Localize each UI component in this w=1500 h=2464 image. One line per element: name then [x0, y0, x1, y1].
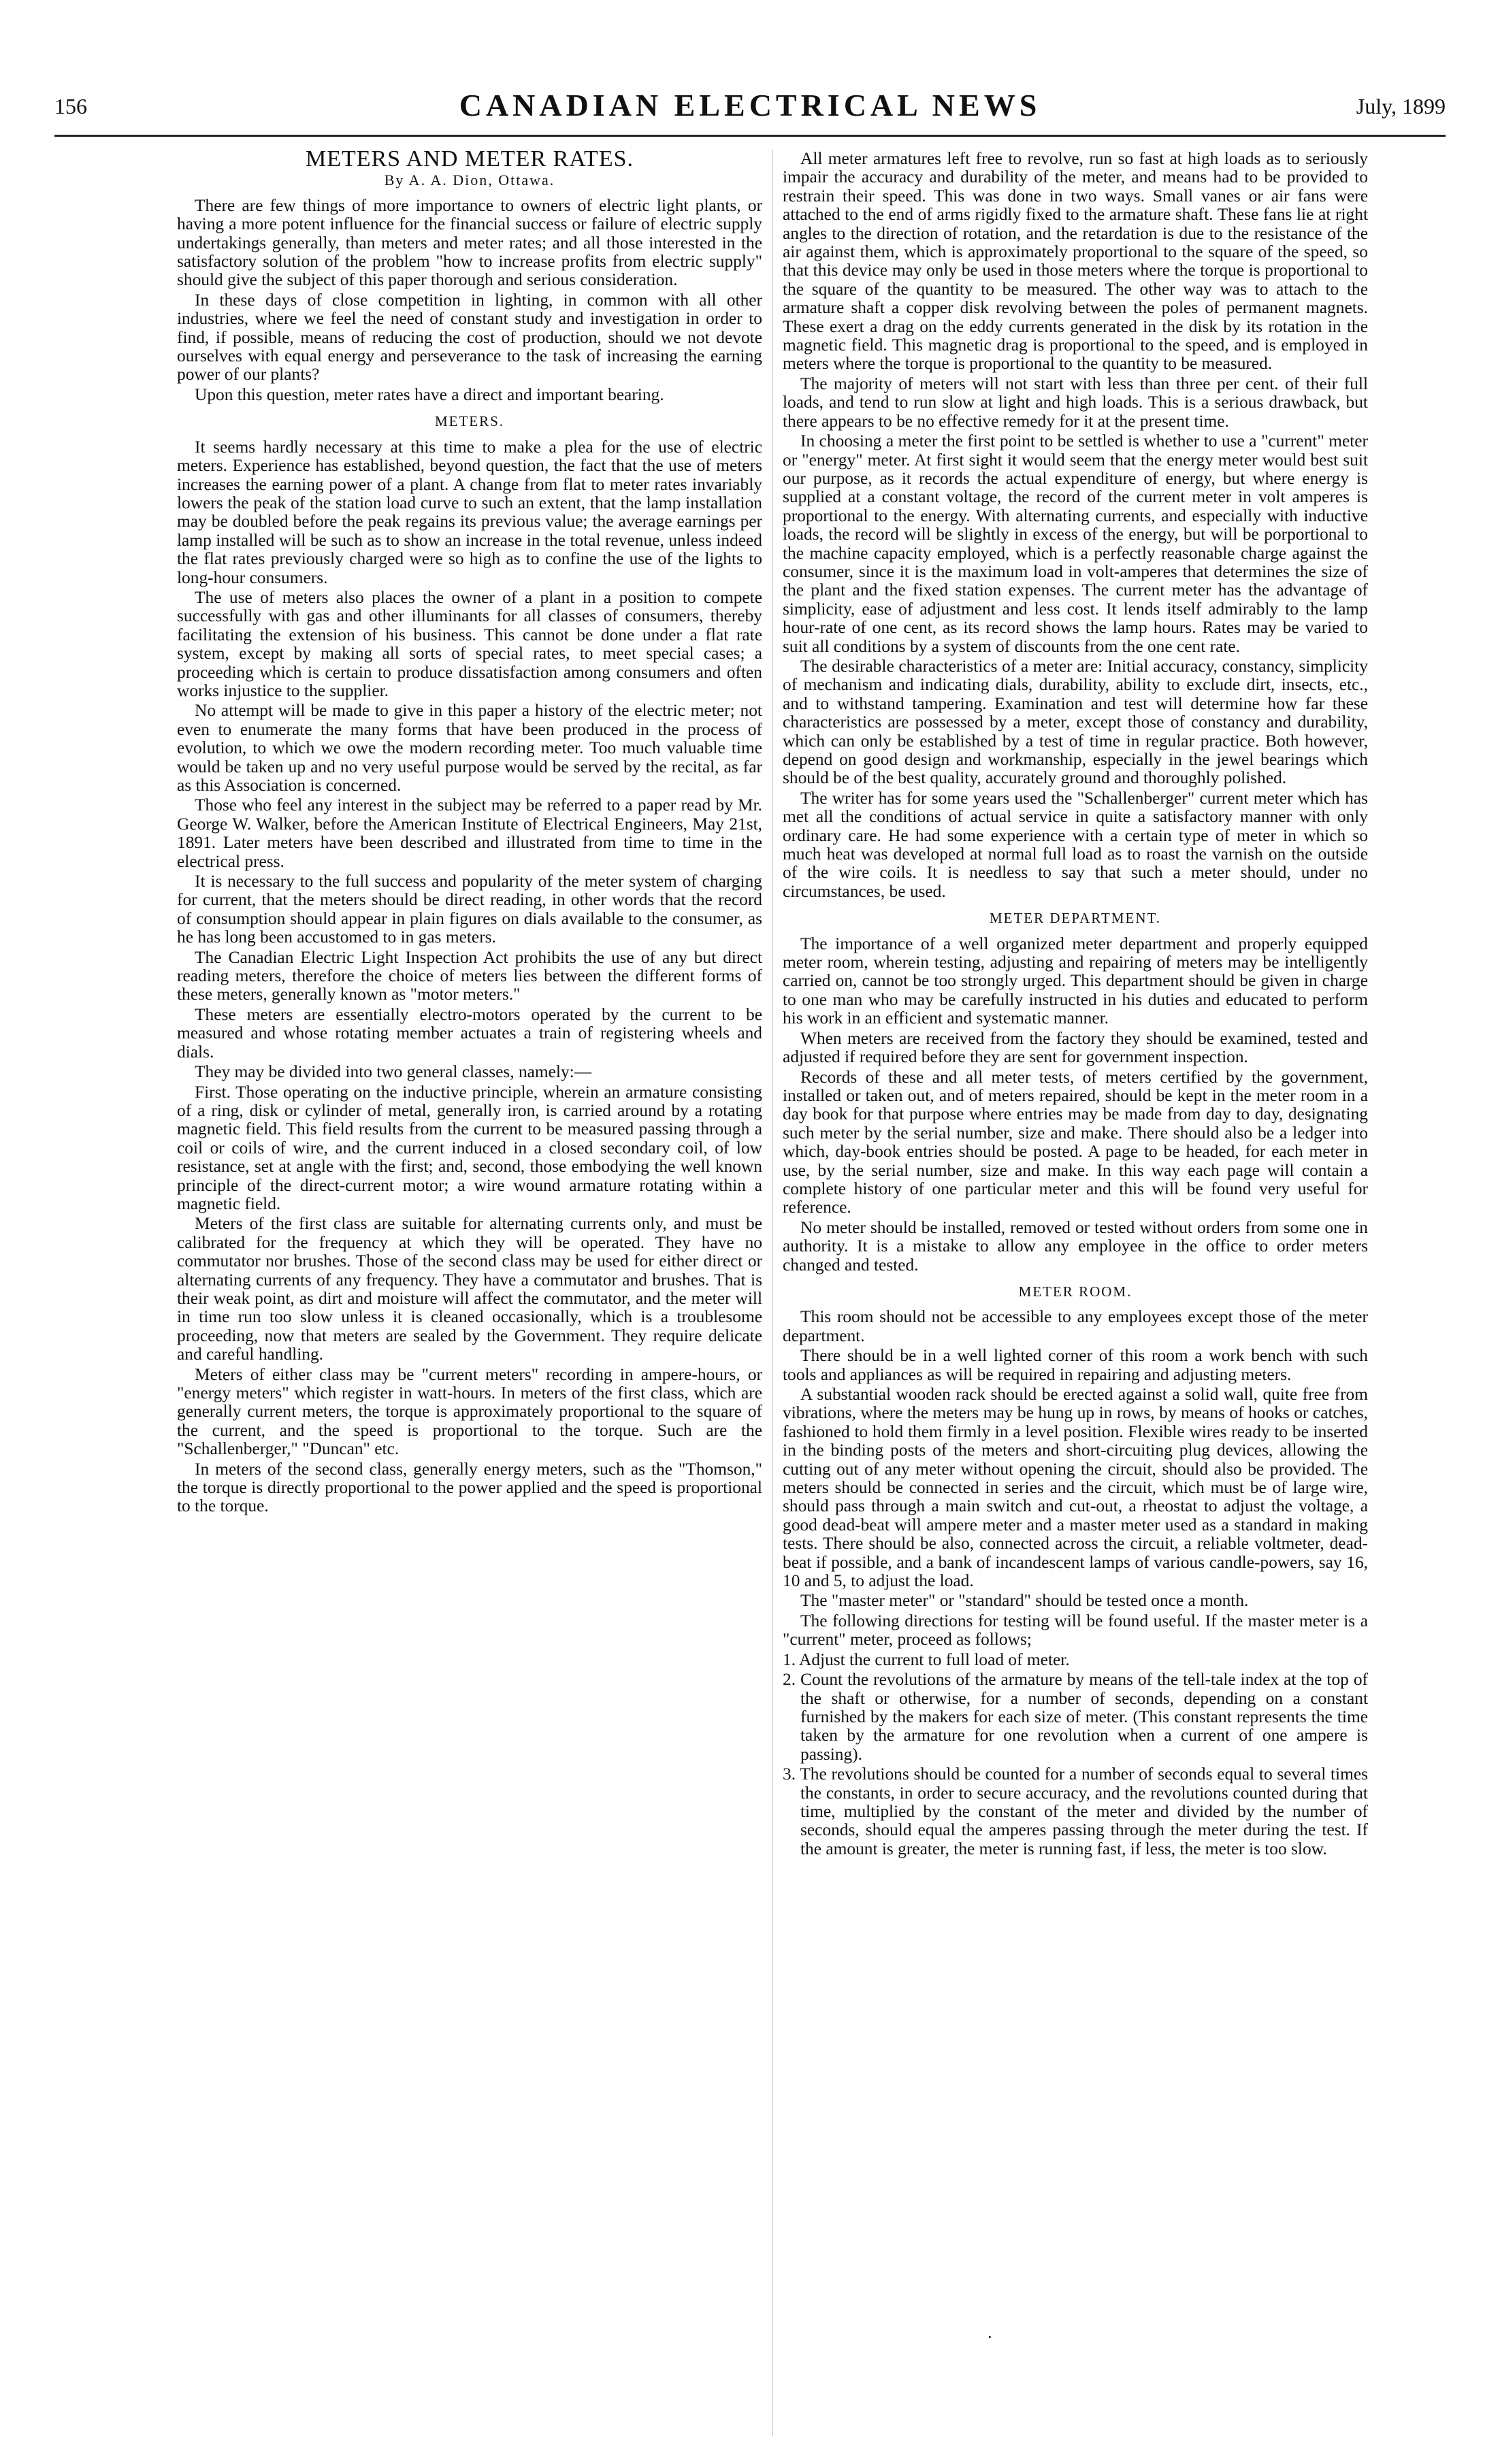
- paragraph: The Canadian Electric Light Inspection Act prohibits the use of any but direct reading meters, therefore the choice of meters lies between the different forms of these meters, generally known as "motor meters.": [177, 947, 762, 1004]
- paragraph: There are few things of more importance to owners of electric light plants, or having a more potent influence for the financial success or failure of electric supply undertakings generally, than meters and meter rates; and all those interested in the satisfactory solution of the problem "how to increase profits from electric supply" should give the subject of this paper thorough and serious consideration.: [177, 195, 762, 290]
- section-heading-meter-room: METER ROOM.: [1018, 1283, 1132, 1300]
- paragraph: This room should not be accessible to any employees except those of the meter department.: [783, 1307, 1368, 1345]
- paragraph: In these days of close competition in lighting, in common with all other industries, where we feel the need of constant study and investigation in order to find, if possible, means of reducing the cost of production, should we not devote ourselves with equal energy and perseverance to the task of increasing the earning power of our plants?: [177, 290, 762, 384]
- section-heading-meters: METERS.: [434, 413, 505, 430]
- paragraph: The use of meters also places the owner of a plant in a position to compete successfully with gas and other illuminants for all classes of consumers, thereby facilitating the extension of his business. This cannot be done under a flat rate system, except by making all sorts of special rates, to meet special cases; a proceeding which is certain to produce dissatisfaction among consumers and often works injustice to the supplier.: [177, 587, 762, 700]
- paragraph: Meters of the first class are suitable for alternating currents only, and must be calibrated for the frequency at which they will be operated. They have no commutator nor brushes. Those of the second class may be used for either direct or alternating currents of any frequency. They have a commutator and brushes. That is their weak point, as dirt and moisture will affect the commutator, and the meter will in time run too slow unless it is cleaned occasionally, which is a troublesome proceeding, now that meters are sealed by the Government. They require delicate and careful handling.: [177, 1214, 762, 1364]
- meters-paragraphs: [177, 438, 762, 1516]
- issue-date: July, 1899: [1356, 94, 1446, 118]
- paragraph: A substantial wooden rack should be erected against a solid wall, quite free from vibrations, where the meters may be hung up in rows, by means of hooks or catches, fashioned to hold them firmly in a level position. Flexible wires ready to be inserted in the binding posts of the meters and short-circuiting plug devices, allowing the cutting out of any meter without opening the circuit, should also be provided. The meters should be connected in series and the circuit, which must be of large wire, should pass through a main switch and cut-out, a rheostat to adjust the voltage, a good dead-beat will ampere meter and a master meter used as a standard in making tests. There should be also, connected across the circuit, a reliable voltmeter, dead-beat if possible, and a bank of incandescent lamps of various candle-powers, say 16, 10 and 5, to adjust the load.: [783, 1385, 1368, 1591]
- paragraph: Meters of either class may be "current meters" recording in ampere-hours, or "energy meters" which register in watt-hours. In meters of the first class, which are generally current meters, the torque is approximately proportional to the square of the current, and the speed is proportional to the torque. Such are the "Schallenberger," "Duncan" etc.: [177, 1364, 762, 1459]
- paragraph: It seems hardly necessary at this time to make a plea for the use of electric meters. Experience has established, beyond question, the fact that the use of meters increases the earning power of a plant. A change from flat to meter rates invariably lowers the peak of the station load curve to such an extent, that the lamp installation may be doubled before the peak regains its previous value; the average earnings per lamp installed will be such as to show an increase in the total revenue, unless indeed the flat rates previously charged were so high as to confine the use of the lights to long-hour consumers.: [177, 437, 762, 587]
- list-item: 1. Adjust the current to full load of meter.: [783, 1649, 1070, 1669]
- paragraph: No attempt will be made to give in this paper a history of the electric meter; not even to enumerate the many forms that have been produced in the process of evolution, to which we owe the modern recording meter. Too much valuable time would be taken up and no very useful purpose would be served by the recital, as far as this Association is concerned.: [177, 701, 762, 795]
- paragraph: They may be divided into two general classes, namely:—: [195, 1062, 592, 1082]
- paragraph: The majority of meters will not start with less than three per cent. of their full loads, and tend to run slow at light and high loads. This is a serious drawback, but there appears to be no effective remedy for it at the present time.: [783, 374, 1368, 431]
- paragraph: The "master meter" or "standard" should be tested once a month.: [800, 1591, 1249, 1611]
- paragraph: Records of these and all meter tests, of meters certified by the government, installed or taken out, and of meters repaired, should be kept in the meter room in a day book for that purpose where entries may be made from day to day, designating such meter by the serial number, size and make. There should also be a ledger into which, day-book entries should be posted. A page to be headed, for each meter in use, by the serial number, size and make. In this way each page will contain a complete history of one particular meter and this will be found very useful for reference.: [783, 1067, 1368, 1217]
- paragraph: These meters are essentially electro-motors operated by the current to be measured and whose rotating member actuates a train of registering wheels and dials.: [177, 1004, 762, 1062]
- intro-paragraphs: [177, 197, 762, 404]
- meter-room-paragraphs: [783, 1308, 1368, 1649]
- list-item: 3. The revolutions should be counted for a number of seconds equal to several times the constants, in order to secure accuracy, and the revolutions counted during that time, multiplied by the constant of the meter and divided by the number of seconds, should equal the amperes passing through the meter during the test. If the amount is greater, the meter is running fast, if less, the meter is too slow.: [783, 1764, 1368, 1858]
- article-byline: By A. A. Dion, Ottawa.: [384, 171, 555, 189]
- paragraph: It is necessary to the full success and popularity of the meter system of charging for current, that the meters should be direct reading, in other words that the record of consumption should appear in plain figures on dials available to the consumer, as he has long been accustomed to in gas meters.: [177, 872, 762, 947]
- paragraph: When meters are received from the factory they should be examined, tested and adjusted if required before they are sent for government inspection.: [783, 1028, 1368, 1067]
- paragraph: Upon this question, meter rates have a direct and important bearing.: [195, 384, 664, 404]
- printer-dot: ·: [987, 2327, 993, 2347]
- paragraph: The desirable characteristics of a meter are: Initial accuracy, constancy, simplicity of mechanism and indicating dials, durability, ability to exclude dirt, insects, etc., and to withstand tampering. Examination and test will determine how far these characteristics are possessed by a meter, except those of constancy and durability, which can only be established by a test of time in regular practice. Both however, depend on good design and workmanship, especially in the jewel bearings which should be of the best quality, accurately ground and thoroughly polished.: [783, 656, 1368, 788]
- list-item: 2. Count the revolutions of the armature by means of the tell-tale index at the top of the shaft or otherwise, for a number of seconds, depending on a constant furnished by the makers for each size of meter. (This constant represents the time taken by the armature for one revolution when a current of one ampere is passing).: [783, 1670, 1368, 1764]
- header-rule: [54, 135, 1446, 137]
- test-steps-list: [783, 1651, 1368, 1858]
- meter-department-paragraphs: [783, 935, 1368, 1275]
- article-title: METERS AND METER RATES.: [305, 150, 634, 171]
- paragraph: First. Those operating on the inductive principle, wherein an armature consisting of a ring, disk or cylinder of metal, generally iron, is carried around by a rotating magnetic field. This field results from the current to be measured passing through a coil or coils of wire, and the current induced in a closed secondary coil, of low resistance, set at angle with the first; and, second, those embodying the well known principle of the direct-current motor; a wire wound armature rotating within a magnetic field.: [177, 1082, 762, 1213]
- paragraph: Those who feel any interest in the subject may be referred to a paper read by Mr. George W. Walker, before the American Institute of Electrical Engineers, May 21st, 1891. Later meters have been described and illustrated from time to time in the electrical press.: [177, 795, 762, 871]
- meters-paragraphs-continued: [783, 150, 1368, 901]
- paragraph: No meter should be installed, removed or tested without orders from some one in authority. It is a mistake to allow any employee in the office to order meters changed and tested.: [783, 1217, 1368, 1275]
- column-divider: [772, 150, 773, 2436]
- column-right: [783, 150, 1368, 2450]
- paragraph: The following directions for testing will be found useful. If the master meter is a "current" meter, proceed as follows;: [783, 1611, 1368, 1649]
- paragraph: All meter armatures left free to revolve, run so fast at high loads as to seriously impair the accuracy and durability of the meter, and means had to be provided to restrain their speed. This was done in two ways. Small vanes or air fans were attached to the end of arms rigidly fixed to the armature shaft. These fans lie at right angles to the direction of rotation, and the retardation is due to the resistance of the air against them, which is approximately proportional to the square of the speed, so that this device may only be used in those meters where the torque is proportional to the square of the quantity to be measured. The other way was to attach to the armature shaft a copper disk revolving between the poles of permanent magnets. These exert a drag on the eddy currents generated in the disk by its rotation in the magnetic field. This magnetic drag is proportional to the speed, and is employed in meters where the torque is proportional to the quantity to be measured.: [783, 150, 1368, 374]
- masthead: CANADIAN ELECTRICAL NEWS: [459, 88, 1041, 122]
- page-header: [54, 87, 1446, 131]
- paragraph: There should be in a well lighted corner of this room a work bench with such tools and appliances as will be required in repairing and adjusting meters.: [783, 1346, 1368, 1384]
- page-number: 156: [54, 94, 87, 118]
- paragraph: The importance of a well organized meter department and properly equipped meter room, wherein testing, adjusting and repairing of meters may be intelligently carried on, cannot be too strongly urged. This department should be given in charge to one man who may be carefully instructed in his duties and educated to perform his work in an efficient and systematic manner.: [783, 934, 1368, 1028]
- section-heading-meter-department: METER DEPARTMENT.: [989, 910, 1162, 927]
- paragraph: The writer has for some years used the "Schallenberger" current meter which has met all the conditions of actual service in quite a satisfactory manner with only ordinary care. He had some experience with a certain type of meter in which so much heat was developed at normal full load as to roast the varnish on the outside of the wire coils. It is needless to say that such a meter should, under no circumstances, be used.: [783, 788, 1368, 901]
- column-left: [177, 150, 762, 2450]
- paragraph: In choosing a meter the first point to be settled is whether to use a "current" meter or "energy" meter. At first sight it would seem that the energy meter would best suit our purpose, as it records the actual expenditure of energy, but where energy is supplied at a constant voltage, the record of the current meter in volt amperes is proportional to the energy. With alternating currents, and especially with inductive loads, the record will be slightly in excess of the energy, but will be porportional to the machine capacity employed, which is a perfectly reasonable charge against the consumer, since it is the maximum load in volt-amperes that determines the size of the plant and the fixed station expenses. The current meter has the advantage of simplicity, ease of adjustment and less cost. It lends itself admirably to the lamp hour-rate of one cent, as its record shows the lamp hours. Rates may be varied to suit all conditions by a system of discounts from the one cent rate.: [783, 431, 1368, 656]
- paragraph: In meters of the second class, generally energy meters, such as the "Thomson," the torque is directly proportional to the power applied and the speed is proportional to the torque.: [177, 1459, 762, 1516]
